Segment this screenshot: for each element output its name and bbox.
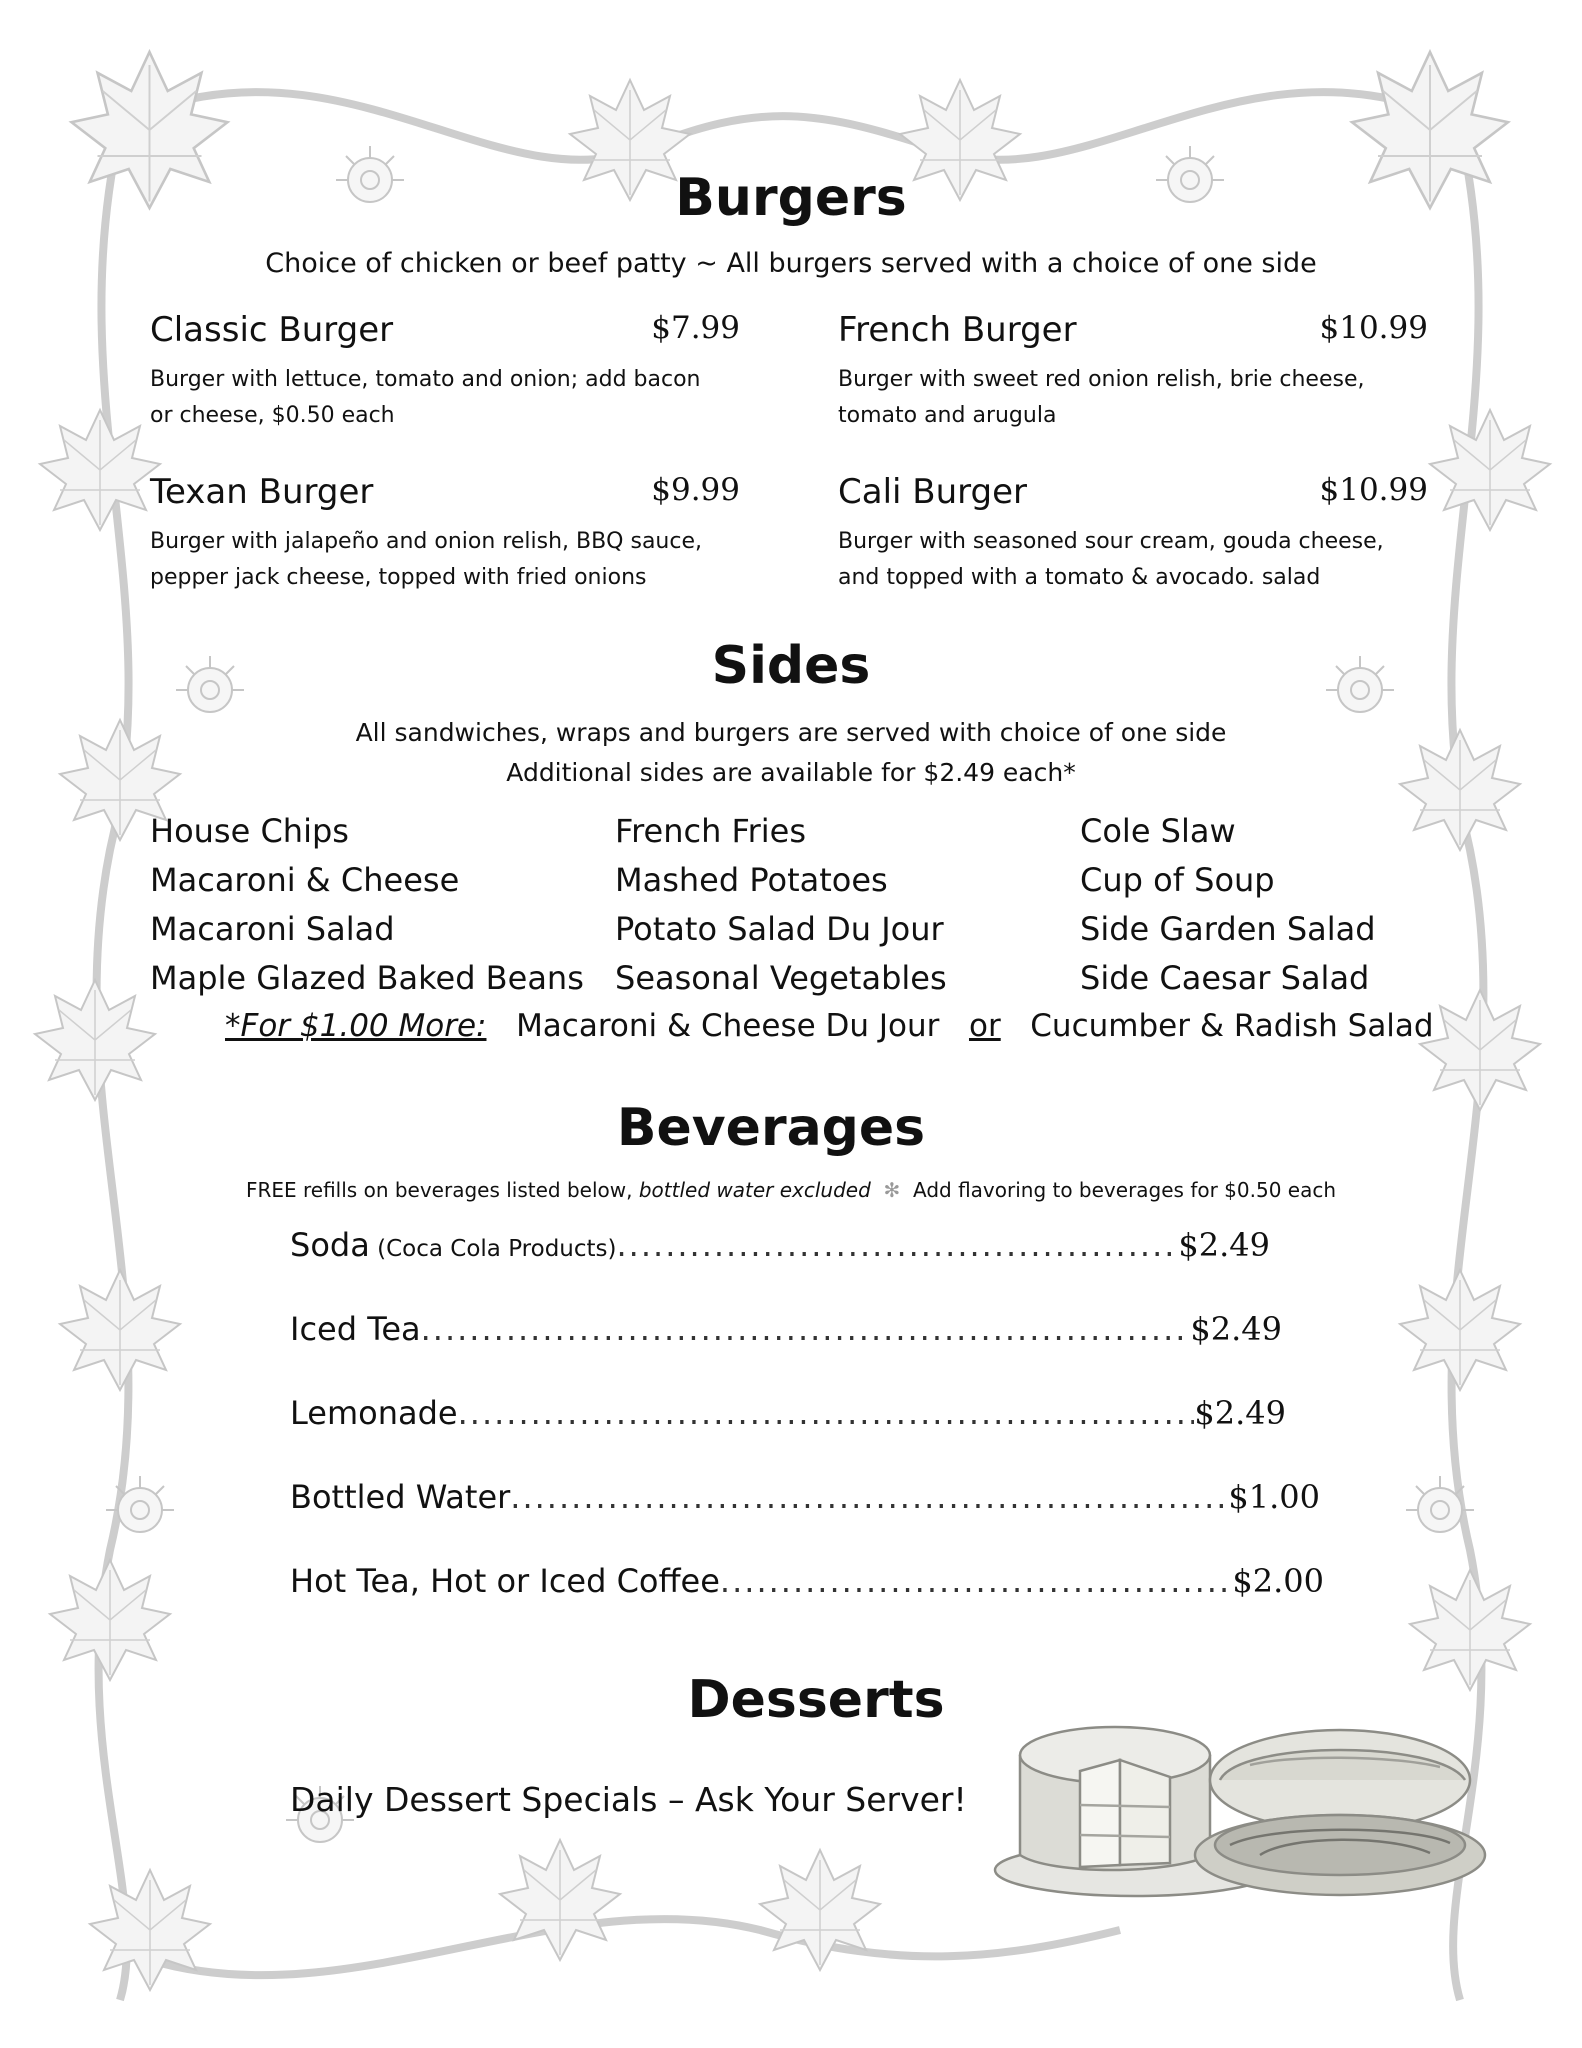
item-price: $9.99 xyxy=(651,472,740,508)
beverage-name: Iced Tea xyxy=(290,1310,421,1348)
burger-item xyxy=(838,472,1428,592)
item-description: Burger with seasoned sour cream, gouda cheese, and topped with a tomato & avocado. salad xyxy=(838,529,1384,590)
beverage-name: Hot Tea, Hot or Iced Coffee xyxy=(290,1562,720,1600)
side-item: Cole Slaw xyxy=(1080,812,1236,850)
item-name: Texan Burger xyxy=(150,472,374,512)
beverage-note: (Coca Cola Products) xyxy=(377,1236,617,1262)
beverage-name: Soda xyxy=(290,1226,370,1264)
item-price: $10.99 xyxy=(1319,472,1428,508)
upgrade-option: Cucumber & Radish Salad xyxy=(1030,1008,1434,1044)
dot-leader xyxy=(720,1562,1232,1600)
burger-item xyxy=(150,310,740,430)
side-item: Macaroni & Cheese xyxy=(150,861,460,899)
side-item: Side Garden Salad xyxy=(1080,910,1376,948)
beverage-price: $2.00 xyxy=(1232,1562,1324,1600)
desserts-text: Daily Dessert Specials – Ask Your Server! xyxy=(290,1780,967,1819)
cake-and-pie-illustration xyxy=(970,1685,1490,1915)
flourish-icon: ✻ xyxy=(877,1178,907,1202)
beverage-row xyxy=(290,1562,1324,1610)
side-item: House Chips xyxy=(150,812,349,850)
beverage-name: Lemonade xyxy=(290,1394,458,1432)
upgrade-label: *For $1.00 More: xyxy=(225,1008,487,1044)
burgers-subtitle: Choice of chicken or beef patty ~ All burgers served with a choice of one side xyxy=(265,248,1317,279)
beverage-row xyxy=(290,1226,1270,1274)
side-item: Potato Salad Du Jour xyxy=(615,910,944,948)
beverage-price: $2.49 xyxy=(1178,1226,1270,1264)
upgrade-or: or xyxy=(968,1008,1001,1044)
dot-leader xyxy=(617,1226,1179,1264)
item-name: Cali Burger xyxy=(838,472,1028,512)
item-description: Burger with jalapeño and onion relish, BBQ sauce, pepper jack cheese, topped with fried onions xyxy=(150,529,702,590)
sides-note-line1: All sandwiches, wraps and burgers are served with choice of one side xyxy=(355,718,1227,747)
beverage-price: $2.49 xyxy=(1190,1310,1282,1348)
side-item: Maple Glazed Baked Beans xyxy=(150,959,584,997)
beverage-name: Bottled Water xyxy=(290,1478,511,1516)
sides-upgrade-line xyxy=(225,1008,1434,1044)
dot-leader xyxy=(510,1478,1228,1516)
dot-leader xyxy=(458,1394,1195,1432)
item-description: Burger with lettuce, tomato and onion; add bacon or cheese, $0.50 each xyxy=(150,367,701,428)
item-name: Classic Burger xyxy=(150,310,394,350)
beverages-heading: Beverages xyxy=(616,1098,926,1158)
side-item: Macaroni Salad xyxy=(150,910,395,948)
side-item: Side Caesar Salad xyxy=(1080,959,1370,997)
beverage-row xyxy=(290,1394,1286,1442)
beverage-row xyxy=(290,1310,1282,1358)
sides-note-line2: Additional sides are available for $2.49 each* xyxy=(506,758,1076,787)
item-description: Burger with sweet red onion relish, brie cheese, tomato and arugula xyxy=(838,367,1365,428)
beverages-note: FREE refills on beverages listed below, bottled water excluded ✻ Add flavoring to beverages for $0.50 each xyxy=(245,1178,1337,1202)
side-item: Cup of Soup xyxy=(1080,861,1275,899)
burgers-heading: Burgers xyxy=(675,168,907,228)
beverage-price: $2.49 xyxy=(1194,1394,1286,1432)
dot-leader xyxy=(421,1310,1191,1348)
desserts-heading: Desserts xyxy=(687,1670,945,1730)
beverage-row xyxy=(290,1478,1320,1526)
beverage-price: $1.00 xyxy=(1228,1478,1320,1516)
burger-item xyxy=(838,310,1428,430)
sides-heading: Sides xyxy=(711,636,871,696)
side-item: Seasonal Vegetables xyxy=(615,959,947,997)
upgrade-option: Macaroni & Cheese Du Jour xyxy=(516,1008,940,1044)
item-name: French Burger xyxy=(838,310,1077,350)
side-item: Mashed Potatoes xyxy=(615,861,888,899)
item-price: $10.99 xyxy=(1319,310,1428,346)
burger-item xyxy=(150,472,740,592)
side-item: French Fries xyxy=(615,812,807,850)
item-price: $7.99 xyxy=(651,310,740,346)
